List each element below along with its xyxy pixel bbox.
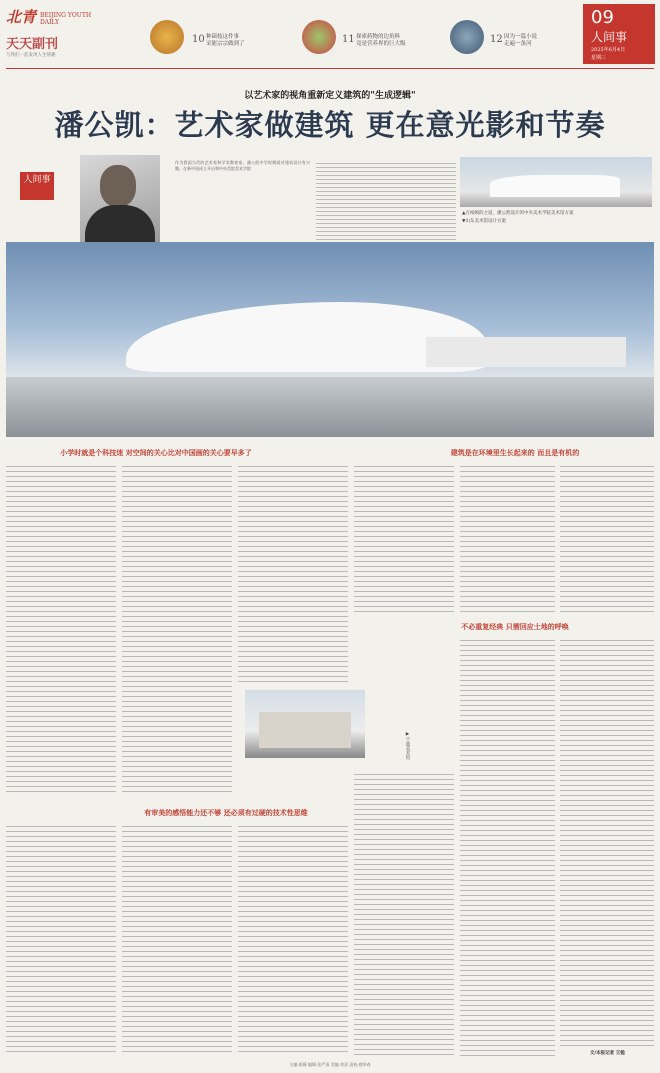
museum-building-top bbox=[490, 175, 620, 197]
portrait-photo bbox=[80, 155, 160, 243]
ningbo-museum-photo bbox=[245, 690, 365, 758]
teaser-page-3: 12 bbox=[490, 34, 503, 45]
portrait-body bbox=[85, 205, 155, 243]
logo-text: 北青 bbox=[6, 8, 37, 26]
body-column-9 bbox=[6, 822, 116, 1056]
footer-credits: 主编:陈静 编辑:张严清 美编:刘双 责校:穆华春 bbox=[289, 1062, 371, 1067]
page-number: 09 bbox=[591, 7, 614, 28]
portrait-head bbox=[100, 165, 136, 207]
newspaper-logo bbox=[6, 6, 106, 56]
hero-museum-image bbox=[6, 242, 654, 437]
teaser-thumb-1 bbox=[150, 20, 184, 54]
museum-photo-top bbox=[460, 157, 652, 207]
body-column-11 bbox=[238, 822, 348, 1056]
intro-column-2 bbox=[316, 160, 456, 250]
caption-top-2: ▼山东美术馆设计方案 bbox=[462, 219, 506, 224]
teaser-page-1: 10 bbox=[192, 34, 205, 45]
caption-bottom: ▶宁波美术馆 bbox=[405, 732, 410, 760]
lead-paragraph: 作为我国当代的艺术家和学术教育家，潘公凯中学时期就对建筑设计有兴趣。在新中国成立开启和中央美院美术学院 bbox=[175, 160, 310, 171]
teaser-page-2: 11 bbox=[342, 34, 355, 45]
supplement-subtitle: 与我们一起发现人生情趣 bbox=[6, 53, 56, 58]
body-column-4 bbox=[354, 462, 454, 612]
caption-top: ▲在纸帧的之道，潘公凯设计的中央美术学院美术馆方案 bbox=[462, 211, 574, 216]
page-label: 人间事 bbox=[591, 30, 628, 44]
teaser-text-2: 探索药物的边角料 竟是营养界的巨大级 bbox=[356, 34, 406, 47]
body-column-2 bbox=[122, 462, 232, 792]
ningbo-building bbox=[259, 712, 351, 748]
column-tag bbox=[20, 172, 54, 200]
section-heading-2: 建筑是在环境里生长起来的 而且是有机的 bbox=[450, 448, 580, 457]
logo-en: BEIJING YOUTH DAILY bbox=[40, 12, 92, 26]
body-column-12 bbox=[354, 770, 454, 1056]
column-tag-text: 人间事 bbox=[23, 175, 51, 185]
body-column-3 bbox=[238, 462, 348, 682]
body-column-8 bbox=[560, 636, 654, 1046]
issue-date: 2025年6月4日 bbox=[591, 47, 626, 53]
body-column-6 bbox=[560, 462, 654, 612]
hero-water bbox=[6, 377, 654, 437]
teaser-text-1: 种菌枝这件事 采能宗宗做到了 bbox=[206, 34, 245, 47]
header-rule bbox=[6, 68, 654, 69]
section-heading-3: 不必重复经典 只需回应土地的呼唤 bbox=[461, 622, 569, 631]
article-author: 文/本报记者 王勉 bbox=[590, 1051, 625, 1056]
teaser-text-3: 因为一篇小说 走遍一条河 bbox=[504, 34, 538, 47]
article-title: 潘公凯：艺术家做建筑 更在意光影和节奏 bbox=[54, 108, 606, 142]
hero-building-wing bbox=[426, 337, 626, 367]
body-column-5 bbox=[460, 462, 555, 612]
teaser-thumb-2 bbox=[302, 20, 336, 54]
article-subtitle: 以艺术家的视角重新定义建筑的"生成逻辑" bbox=[244, 91, 416, 101]
page-number-box bbox=[583, 4, 655, 64]
issue-weekday: 星期三 bbox=[591, 55, 607, 61]
supplement-name: 天天副刊 bbox=[6, 37, 59, 52]
section-heading-4: 有审美的感悟能力还不够 还必须有过硬的技术性思维 bbox=[144, 808, 308, 817]
body-column-10 bbox=[122, 822, 232, 1056]
teaser-thumb-3 bbox=[450, 20, 484, 54]
section-heading-1: 小学时就是个科技迷 对空间的关心比对中国画的关心要早多了 bbox=[60, 448, 252, 457]
body-column-1 bbox=[6, 462, 116, 792]
body-column-7 bbox=[460, 636, 555, 1056]
